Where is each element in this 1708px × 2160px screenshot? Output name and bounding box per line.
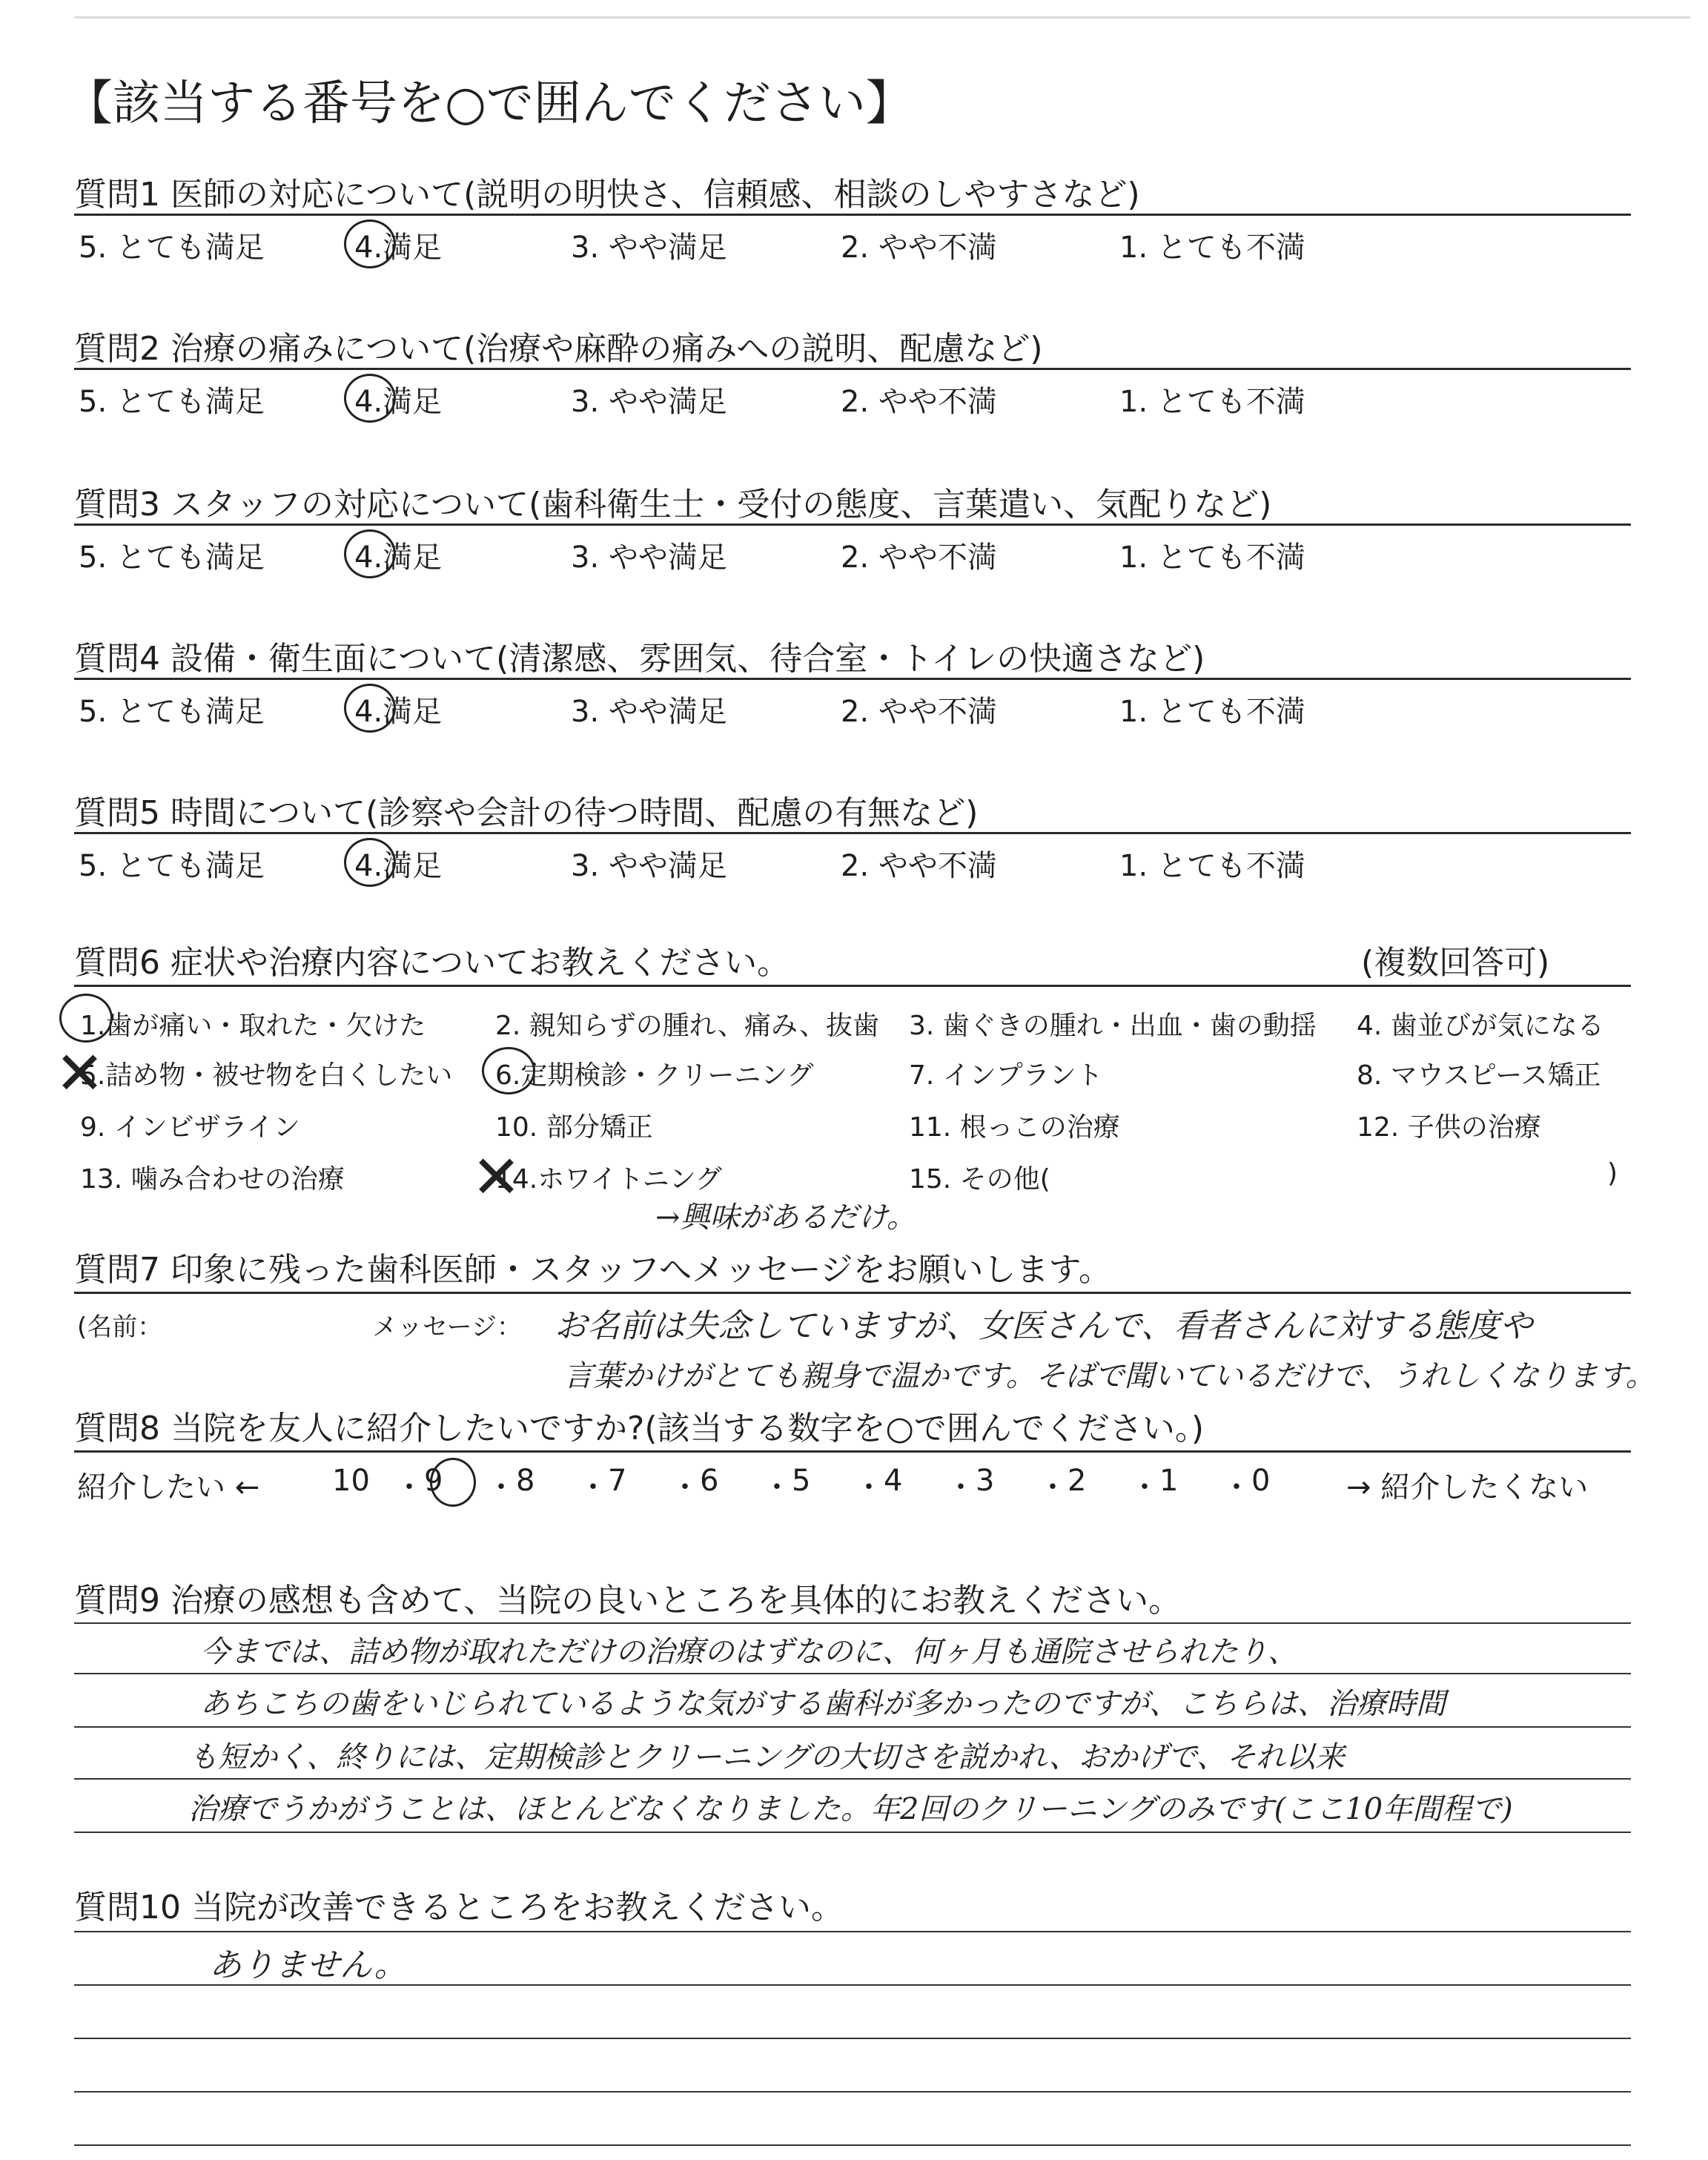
q4-title: 質問4 設備・衛生面について(清潔感、雰囲気、待合室・トイレの快適さなど) bbox=[74, 640, 1205, 678]
q6-item-2[interactable]: 2. 親知らずの腫れ、痛み、抜歯 bbox=[495, 1011, 880, 1041]
q6-item-3[interactable]: 3. 歯ぐきの腫れ・出血・歯の動揺 bbox=[909, 1011, 1317, 1041]
q8-scale-3[interactable]: 3 bbox=[976, 1464, 995, 1498]
q3-option-1[interactable]: 1. とても不満 bbox=[1119, 541, 1305, 575]
q9-answer-line-3: も短かく、終りには、定期検診とクリーニングの大切さを説かれ、おかげで、それ以来 bbox=[188, 1740, 1345, 1774]
q3-option-2[interactable]: 2. やや不満 bbox=[841, 541, 997, 575]
q6-item-5[interactable]: 5.詰め物・被せ物を白くしたい bbox=[80, 1060, 453, 1091]
q6-item-13[interactable]: 13. 噛み合わせの治療 bbox=[80, 1164, 345, 1195]
q1-option-1[interactable]: 1. とても不満 bbox=[1119, 231, 1305, 265]
page-heading: 【該当する番号を○で囲んでください】 bbox=[65, 76, 913, 131]
q10-line-4 bbox=[74, 2144, 1631, 2146]
q5-rule bbox=[74, 832, 1631, 834]
q2-title: 質問2 治療の痛みについて(治療や麻酔の痛みへの説明、配慮など) bbox=[74, 330, 1043, 368]
q2-option-1[interactable]: 1. とても不満 bbox=[1119, 385, 1305, 419]
q7-title: 質問7 印象に残った歯科医師・スタッフへメッセージをお願いします。 bbox=[74, 1251, 1111, 1289]
q8-right-label: → 紹介したくない bbox=[1346, 1470, 1589, 1505]
q7-message-line-1: お名前は失念していますが、女医さんで、看者さんに対する態度や bbox=[555, 1307, 1533, 1345]
q8-scale-separator: ・ bbox=[578, 1470, 608, 1505]
q6-item-14[interactable]: 14.ホワイトニング bbox=[495, 1164, 723, 1195]
q6-item-1[interactable]: 1.歯が痛い・取れた・欠けた bbox=[80, 1011, 426, 1041]
q6-note: (複数回答可) bbox=[1361, 944, 1550, 982]
q6-item-10[interactable]: 10. 部分矯正 bbox=[495, 1112, 653, 1143]
q8-left-label: 紹介したい ← bbox=[77, 1470, 260, 1505]
q8-scale-8[interactable]: 8 bbox=[516, 1464, 535, 1498]
q6-item-8[interactable]: 8. マウスピース矯正 bbox=[1357, 1060, 1601, 1091]
q3-option-3[interactable]: 3. やや満足 bbox=[571, 541, 727, 575]
q4-option-5[interactable]: 5. とても満足 bbox=[79, 695, 265, 729]
q4-selected-circle-mark bbox=[344, 684, 396, 733]
q6-item-6[interactable]: 6.定期検診・クリーニング bbox=[495, 1060, 814, 1091]
q6-item-7[interactable]: 7. インプラント bbox=[909, 1060, 1103, 1091]
q1-option-5[interactable]: 5. とても満足 bbox=[79, 231, 265, 265]
q8-scale-2[interactable]: 2 bbox=[1068, 1464, 1087, 1498]
q9-line-0 bbox=[74, 1622, 1631, 1624]
q8-scale-separator: ・ bbox=[670, 1470, 700, 1505]
q6-circle-1-mark bbox=[59, 994, 113, 1043]
q8-scale-4[interactable]: 4 bbox=[884, 1464, 903, 1498]
q3-selected-circle-mark bbox=[344, 529, 396, 578]
q6-item-11[interactable]: 11. 根っこの治療 bbox=[909, 1112, 1120, 1143]
q8-scale-0[interactable]: 0 bbox=[1251, 1464, 1271, 1498]
q8-scale-separator: ・ bbox=[762, 1470, 792, 1505]
q4-option-4[interactable]: 4.満足 bbox=[354, 695, 443, 729]
q2-option-2[interactable]: 2. やや不満 bbox=[841, 385, 997, 419]
q2-option-5[interactable]: 5. とても満足 bbox=[79, 385, 265, 419]
q10-line-2 bbox=[74, 2038, 1631, 2039]
q6-item-15[interactable]: 15. その他( bbox=[909, 1164, 1050, 1195]
q3-rule bbox=[74, 524, 1631, 526]
q4-option-3[interactable]: 3. やや満足 bbox=[571, 695, 727, 729]
q4-option-1[interactable]: 1. とても不満 bbox=[1119, 695, 1305, 729]
q9-line-2 bbox=[74, 1726, 1631, 1728]
q10-line-0 bbox=[74, 1931, 1631, 1932]
q8-scale-1[interactable]: 1 bbox=[1159, 1464, 1179, 1498]
q7-rule bbox=[74, 1292, 1631, 1294]
q4-option-2[interactable]: 2. やや不満 bbox=[841, 695, 997, 729]
q3-title: 質問3 スタッフの対応について(歯科衛生士・受付の態度、言葉遣い、気配りなど) bbox=[74, 486, 1272, 524]
q5-option-1[interactable]: 1. とても不満 bbox=[1119, 849, 1305, 883]
q10-line-3 bbox=[74, 2091, 1631, 2093]
q5-option-3[interactable]: 3. やや満足 bbox=[571, 849, 727, 883]
q8-scale-separator: ・ bbox=[1130, 1470, 1159, 1505]
q5-selected-circle-mark bbox=[344, 838, 396, 887]
q9-line-3 bbox=[74, 1778, 1631, 1780]
q6-item-9[interactable]: 9. インビザライン bbox=[80, 1112, 300, 1143]
q10-answer: ありません。 bbox=[209, 1946, 407, 1984]
q8-scale-6[interactable]: 6 bbox=[700, 1464, 719, 1498]
top-edge-line bbox=[74, 16, 1690, 19]
q5-option-2[interactable]: 2. やや不満 bbox=[841, 849, 997, 883]
q1-title: 質問1 医師の対応について(説明の明快さ、信頼感、相談のしやすさなど) bbox=[74, 176, 1140, 214]
q9-title: 質問9 治療の感想も含めて、当院の良いところを具体的にお教えください。 bbox=[74, 1582, 1182, 1619]
q8-scale-separator: ・ bbox=[394, 1470, 424, 1505]
q6-item-4[interactable]: 4. 歯並びが気になる bbox=[1357, 1011, 1604, 1041]
q1-selected-circle-mark bbox=[344, 219, 396, 268]
q9-answer-line-4: 治療でうかがうことは、ほとんどなくなりました。年2回のクリーニングのみです(ここ10年間程で) bbox=[188, 1792, 1513, 1826]
q8-scale-7[interactable]: 7 bbox=[608, 1464, 627, 1498]
q6-item-15-close: ) bbox=[1607, 1158, 1618, 1189]
q4-rule bbox=[74, 678, 1631, 680]
q6-cross-5-mark: ✕ bbox=[55, 1039, 105, 1108]
q8-title: 質問8 当院を友人に紹介したいですか?(該当する数字を○で囲んでください。) bbox=[74, 1410, 1205, 1447]
q1-rule bbox=[74, 214, 1631, 216]
q3-option-5[interactable]: 5. とても満足 bbox=[79, 541, 265, 575]
q8-scale-separator: ・ bbox=[854, 1470, 884, 1505]
q2-selected-circle-mark bbox=[344, 374, 396, 423]
q6-item-12[interactable]: 12. 子供の治療 bbox=[1357, 1112, 1541, 1143]
q8-scale-separator: ・ bbox=[946, 1470, 976, 1505]
q8-scale-9[interactable]: 9 bbox=[424, 1464, 443, 1498]
q8-rule bbox=[74, 1450, 1631, 1453]
q6-handwritten-note: →興味があるだけ。 bbox=[655, 1200, 916, 1235]
q3-option-4[interactable]: 4.満足 bbox=[354, 541, 443, 575]
q2-rule bbox=[74, 368, 1631, 370]
q5-option-4[interactable]: 4.満足 bbox=[354, 849, 443, 883]
q2-option-4[interactable]: 4.満足 bbox=[354, 385, 443, 419]
q9-answer-line-2: あちこちの歯をいじられているような気がする歯科が多かったのですが、こちらは、治療時間 bbox=[200, 1687, 1446, 1721]
q10-title: 質問10 当院が改善できるところをお教えください。 bbox=[74, 1889, 844, 1926]
q5-title: 質問5 時間について(診察や会計の待つ時間、配慮の有無など) bbox=[74, 794, 979, 832]
q8-circle-9-mark bbox=[430, 1458, 476, 1507]
q7-name-label: (名前： bbox=[77, 1312, 163, 1342]
q8-scale-10[interactable]: 10 bbox=[332, 1464, 370, 1498]
q7-message-line-2: 言葉かけがとても親身で温かです。そばで聞いているだけで、うれしくなります。 bbox=[563, 1359, 1655, 1393]
q1-option-4[interactable]: 4.満足 bbox=[354, 231, 443, 265]
q6-title: 質問6 症状や治療内容についてお教えください。 bbox=[74, 944, 790, 982]
q2-option-3[interactable]: 3. やや満足 bbox=[571, 385, 727, 419]
q9-answer-line-1: 今までは、詰め物が取れただけの治療のはずなのに、何ヶ月も通院させられたり、 bbox=[200, 1635, 1297, 1669]
q6-rule bbox=[74, 985, 1631, 987]
q1-option-2[interactable]: 2. やや不満 bbox=[841, 231, 997, 265]
q6-circle-6-mark bbox=[482, 1047, 535, 1094]
q8-scale-separator: ・ bbox=[1038, 1470, 1068, 1505]
q8-scale-5[interactable]: 5 bbox=[792, 1464, 811, 1498]
q8-scale-separator: ・ bbox=[486, 1470, 516, 1505]
q9-line-4 bbox=[74, 1832, 1631, 1833]
q6-cross-14-mark: ✕ bbox=[471, 1143, 522, 1212]
q9-line-1 bbox=[74, 1673, 1631, 1674]
q1-option-3[interactable]: 3. やや満足 bbox=[571, 231, 727, 265]
q7-message-label: メッセージ： bbox=[372, 1312, 522, 1342]
q5-option-5[interactable]: 5. とても満足 bbox=[79, 849, 265, 883]
q8-scale-separator: ・ bbox=[1222, 1470, 1251, 1505]
